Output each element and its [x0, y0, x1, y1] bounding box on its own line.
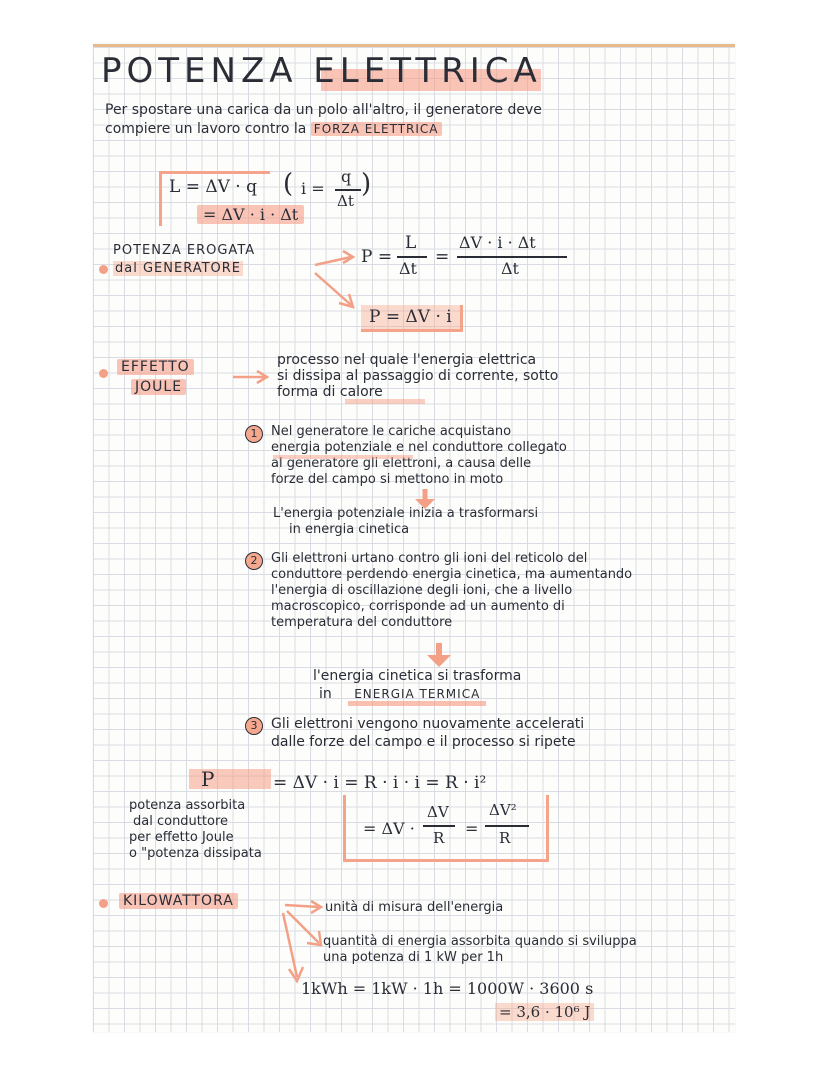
kwh-def-1: unità di misura dell'energia	[325, 900, 504, 915]
step-1-line-2: energia potenziale e nel conduttore collegato	[271, 440, 567, 455]
step-2-result-in: in	[319, 686, 332, 702]
dissipated-eq-2-den: R	[433, 829, 445, 847]
step-1-result-line-1: L'energia potenziale inizia a trasformarsi	[273, 506, 539, 521]
bullet-power	[99, 265, 108, 274]
p-lhs: P =	[361, 247, 393, 267]
joule-desc-line-3: forma di calore	[277, 384, 383, 400]
power-label-line-2: dal GENERATORE	[115, 261, 241, 276]
joule-desc-line-1: processo nel quale l'energia elettrica	[277, 352, 537, 368]
step-2-result-line-2	[319, 687, 486, 701]
step-1-line-3: al generatore gli elettroni, a causa delle	[271, 456, 532, 471]
kwh-def-2-line-1: quantità di energia assorbita quando si sviluppa	[323, 934, 637, 949]
dissipated-eq-1: = ΔV · i = R · i · i = R · i²	[273, 773, 487, 793]
p-den2: Δt	[501, 259, 519, 278]
step-1-line-1: Nel generatore le cariche acquistano	[271, 424, 512, 439]
intro-line-2	[105, 122, 442, 136]
power-label-line-1: POTENZA EROGATA	[113, 243, 256, 258]
kwh-calc-2: = 3,6 · 10⁶ J	[495, 1003, 594, 1021]
current-formula	[283, 169, 293, 199]
dissipated-eq-2-num: ΔV	[427, 803, 449, 821]
step-1-underline	[273, 455, 413, 459]
dissipated-eq-2-eq: =	[465, 819, 479, 838]
p-den: Δt	[399, 259, 417, 278]
energia-termica-highlight: ENERGIA TERMICA	[348, 687, 486, 706]
dissipated-desc-4: o "potenza dissipata	[129, 846, 262, 861]
bullet-kwh	[99, 899, 108, 908]
step-2-line-2: conduttore perdendo energia cinetica, ma aumentando	[271, 567, 633, 582]
kwh-calc-1: 1kWh = 1kW · 1h = 1000W · 3600 s	[301, 979, 594, 998]
step-2-line-4: macroscopico, corrisponde ad un aumento di	[271, 599, 565, 614]
current-fraction-bar	[335, 189, 361, 191]
current-den: Δt	[337, 192, 354, 210]
bullet-joule	[99, 369, 108, 378]
dissipated-eq-2-num2: ΔV²	[489, 801, 517, 819]
step-3-line-2: dalle forze del campo e il processo si ripete	[271, 734, 576, 750]
dissipated-p: P	[201, 767, 215, 791]
p-fraction-bar	[397, 256, 427, 258]
joule-label-line-2: JOULE	[131, 379, 186, 395]
work-formula-line-2: = ΔV · i · Δt	[197, 205, 304, 224]
current-lhs: i =	[301, 179, 325, 198]
step-3-number: 3	[245, 717, 263, 735]
right-paren: )	[361, 169, 372, 199]
power-result: P = ΔV · i	[361, 305, 463, 332]
work-formula-line-1: L = ΔV · q	[169, 177, 257, 197]
forza-elettrica-highlight: FORZA ELETTRICA	[311, 122, 442, 136]
kwh-arrows	[93, 47, 94, 48]
step-2-line-1: Gli elettroni urtano contro gli ioni del reticolo del	[271, 551, 588, 566]
dissipated-fraction-bar	[423, 825, 455, 827]
dissipated-desc-3: per effetto Joule	[129, 830, 234, 845]
left-paren: (	[283, 169, 294, 199]
joule-desc-line-2: si dissipa al passaggio di corrente, sotto	[277, 368, 559, 384]
kwh-def-2-line-2: una potenza di 1 kW per 1h	[323, 950, 504, 965]
step-1-number: 1	[245, 425, 263, 443]
step-2-number: 2	[245, 552, 263, 570]
step-3-line-1: Gli elettroni vengono nuovamente accelerati	[271, 716, 585, 732]
p-fraction-bar-2	[457, 256, 567, 258]
dissipated-eq-2-den2: R	[499, 829, 511, 847]
step-1-result-line-2: in energia cinetica	[289, 522, 410, 537]
step-2-result-line-1: l'energia cinetica si trasforma	[313, 668, 522, 684]
dissipated-fraction-bar-2	[485, 825, 529, 827]
dissipated-desc-1: potenza assorbita	[129, 798, 246, 813]
joule-desc-underline	[345, 399, 425, 404]
dissipated-desc-2: dal conduttore	[133, 814, 228, 829]
joule-label-line-1: EFFETTO	[117, 359, 194, 375]
page-title: POTENZA ELETTRICA	[101, 51, 542, 91]
intro-line-2-text: compiere un lavoro contro la	[105, 121, 307, 137]
kwh-label: KILOWATTORA	[119, 893, 238, 909]
intro-line-1: Per spostare una carica da un polo all'altro, il generatore deve	[105, 102, 542, 118]
step-2-line-5: temperatura del conduttore	[271, 615, 453, 630]
step-1-line-4: forze del campo si mettono in moto	[271, 472, 504, 487]
p-num: L	[405, 233, 417, 253]
step-2-line-3: l'energia di oscillazione degli ioni, che a livello	[271, 583, 573, 598]
dissipated-eq-2-lhs: = ΔV ·	[363, 819, 415, 838]
p-eq: =	[435, 247, 450, 267]
current-num: q	[341, 167, 352, 186]
notebook-page	[93, 44, 735, 1032]
p-num2: ΔV · i · Δt	[459, 233, 536, 252]
